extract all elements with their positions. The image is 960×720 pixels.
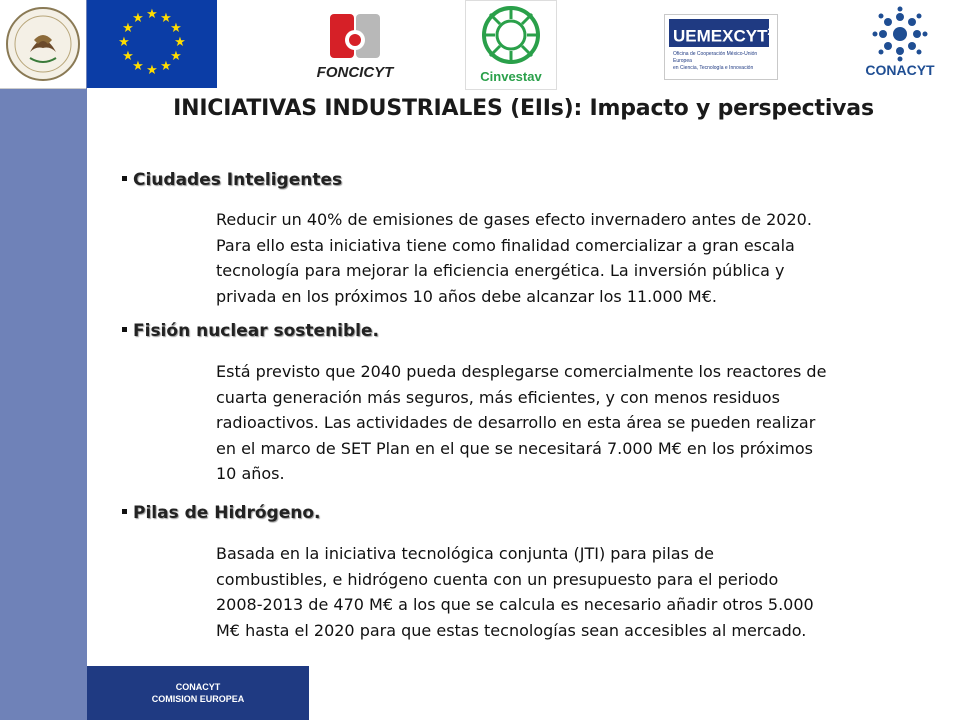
paragraph-line: en el marco de SET Plan en el que se necesitará 7.000 M€ en los próximos xyxy=(216,438,813,458)
paragraph-line: tecnología para mejorar la eficiencia energética. La inversión pública y xyxy=(216,261,785,280)
paragraph-line: Está previsto que 2040 pueda desplegarse comercialmente los reactores de xyxy=(216,362,827,381)
footer-line-1: CONACYT xyxy=(175,682,221,692)
svg-text:★: ★ xyxy=(132,11,144,26)
svg-text:★: ★ xyxy=(146,63,158,78)
svg-text:★: ★ xyxy=(160,11,172,26)
paragraph-line: 2008-2013 de 470 M€ a los que se calcula es necesario añadir otros 5.000 xyxy=(216,595,814,614)
slide-title: INICIATIVAS INDUSTRIALES (EIIs): Impacto y perspectivas xyxy=(173,96,874,121)
conacyt-dots-icon xyxy=(845,6,955,62)
conacyt-logo xyxy=(845,0,955,88)
eu-stars-icon xyxy=(87,0,217,88)
svg-text:★: ★ xyxy=(174,35,186,50)
foncicyt-logo xyxy=(300,0,410,88)
section-paragraph xyxy=(216,207,936,309)
svg-text:★: ★ xyxy=(160,59,172,74)
svg-text:★: ★ xyxy=(132,59,144,74)
cinvestav-text: Cinvestav xyxy=(480,69,542,84)
section-heading: Pilas de Hidrógeno. xyxy=(122,503,320,523)
paragraph-line: M€ hasta el 2020 para que estas tecnologías sean accesibles al mercado. xyxy=(216,620,807,640)
svg-text:★: ★ xyxy=(170,21,182,36)
bullet-icon xyxy=(122,327,127,332)
section-heading: Fisión nuclear sostenible. xyxy=(122,321,379,341)
paragraph-line: 10 años. xyxy=(216,464,285,483)
svg-text:★: ★ xyxy=(146,7,158,22)
mexico-seal-logo xyxy=(0,0,86,89)
foncicyt-mark-icon xyxy=(300,8,410,68)
uemexcyt-text: UEMEXCYT$^2$ xyxy=(669,19,769,47)
section-heading: Ciudades Inteligentes xyxy=(122,170,342,190)
svg-text:★: ★ xyxy=(122,21,134,36)
section-paragraph xyxy=(216,541,936,643)
svg-text:★: ★ xyxy=(118,35,130,50)
paragraph-line: Reducir un 40% de emisiones de gases efecto invernadero antes de 2020. xyxy=(216,210,812,229)
left-sidebar xyxy=(0,0,87,720)
svg-text:★: ★ xyxy=(122,49,134,64)
conacyt-text: CONACYT xyxy=(865,62,935,78)
cinvestav-mark-icon xyxy=(466,1,556,69)
bullet-icon xyxy=(122,176,127,181)
mexico-seal-icon xyxy=(0,0,86,88)
paragraph-line: radioactivos. Las actividades de desarrollo en esta área se pueden realizar xyxy=(216,413,816,432)
paragraph-line: Para ello esta iniciativa tiene como finalidad comercializar a gran escala xyxy=(216,235,795,255)
footer-label xyxy=(87,666,309,720)
eu-flag-logo xyxy=(87,0,217,88)
uemexcyt-subtitle: Oficina de Cooperación México-Unión Europea en Ciencia, Tecnología e Innovación xyxy=(673,51,758,71)
cinvestav-logo xyxy=(465,0,557,90)
paragraph-line: privada en los próximos 10 años debe alcanzar los 11.000 M€. xyxy=(216,286,717,306)
section-paragraph xyxy=(216,359,936,487)
uemexcyt-logo xyxy=(660,0,780,88)
paragraph-line: cuarta generación más seguros, más eficientes, y con menos residuos xyxy=(216,387,780,407)
paragraph-line: combustibles, e hidrógeno cuenta con un presupuesto para el periodo xyxy=(216,569,779,589)
svg-text:★: ★ xyxy=(170,49,182,64)
footer-line-2: COMISION EUROPEA xyxy=(151,694,245,704)
foncicyt-text: FONCICYT xyxy=(316,64,394,81)
bullet-icon xyxy=(122,509,127,514)
paragraph-line: Basada en la iniciativa tecnológica conjunta (JTI) para pilas de xyxy=(216,544,714,563)
